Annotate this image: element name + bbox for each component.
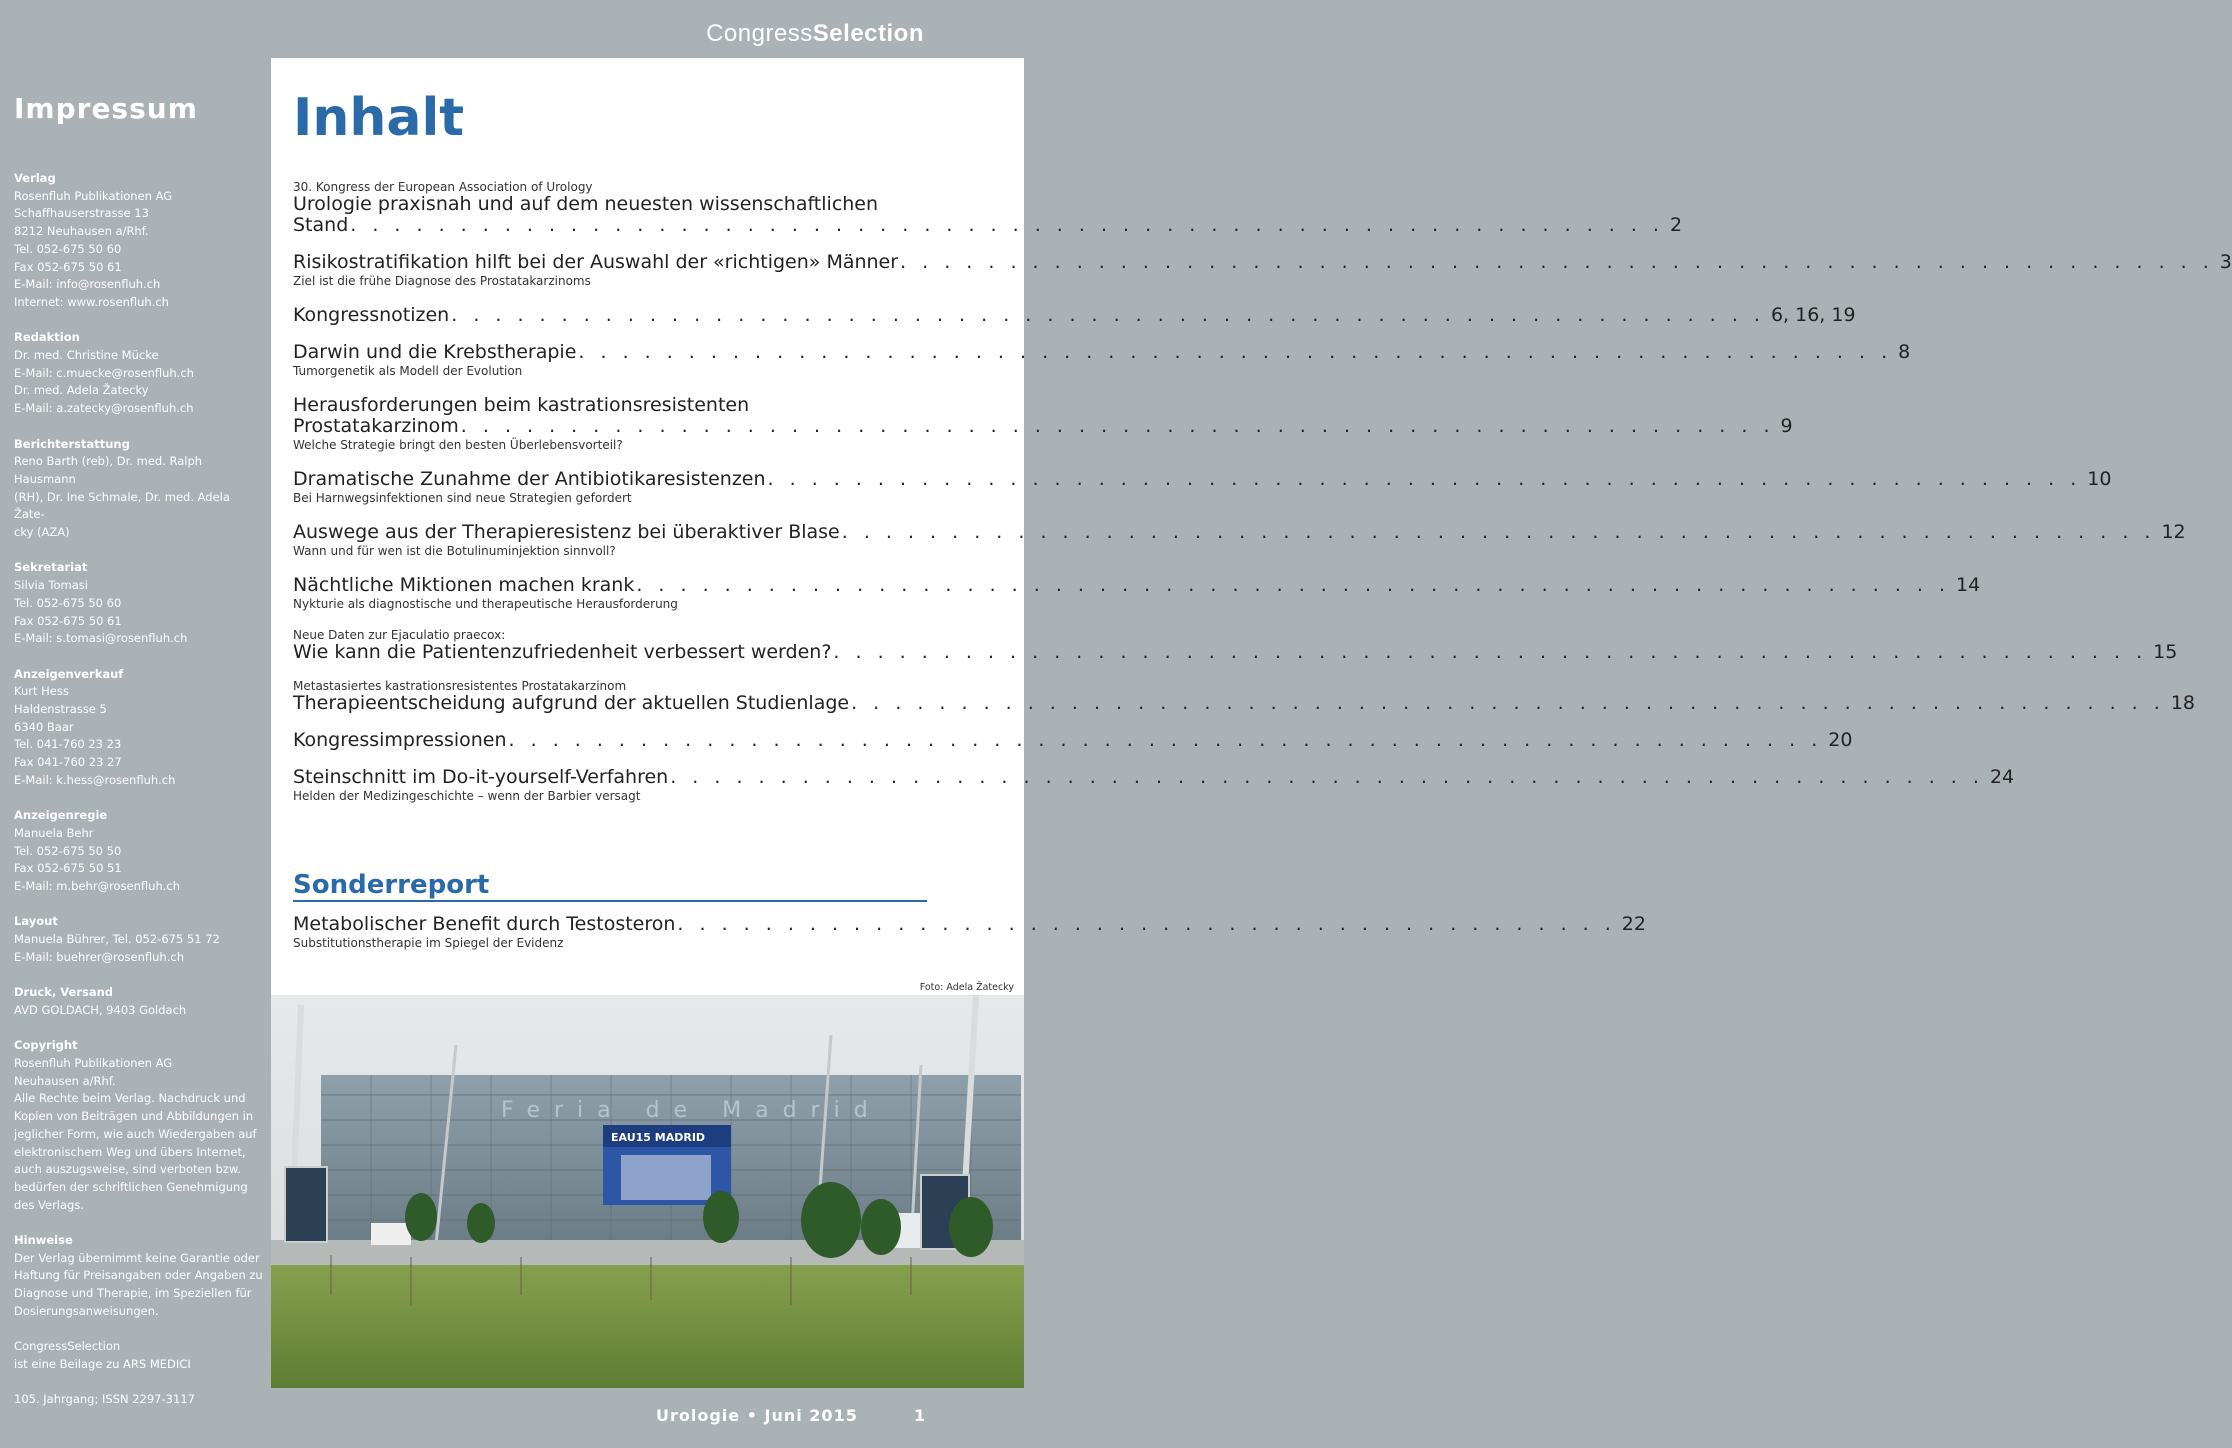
toc-entry-page: 15 <box>2153 641 2178 663</box>
impressum-section-heading: Copyright <box>14 1038 78 1053</box>
toc-entry-subtitle: Wann und für wen ist die Botulinuminjektion sinnvoll? <box>293 544 616 558</box>
toc-entry-subtitle: Ziel ist die frühe Diagnose des Prostatakarzinoms <box>293 274 591 288</box>
impressum-section <box>14 436 264 542</box>
toc-entry-page: 9 <box>1780 415 1793 437</box>
impressum-section-text: 105. Jahrgang; ISSN 2297-3117 <box>14 1392 195 1407</box>
toc-entry-page: 24 <box>1989 766 2015 788</box>
toc-entry-page: 6, 16, 19 <box>1770 304 1856 326</box>
impressum-section-heading: Layout <box>14 914 58 929</box>
toc-entry[interactable] <box>293 341 1911 379</box>
congress-photo <box>271 995 1024 1388</box>
toc-entry-subtitle: Substitutionstherapie im Spiegel der Evidenz <box>293 936 564 950</box>
impressum-section-text: CongressSelection ist eine Beilage zu ARS MEDICI <box>14 1339 191 1371</box>
impressum-sidebar <box>0 58 270 1448</box>
toc-entry[interactable] <box>293 521 2186 559</box>
leader-dots: . . . . . . . . . . . . . . . . . . . . . . . . . . . . . . . . . . . . . . . . . . . . . . . . . . . . . . . . . . . . <box>508 729 1823 751</box>
toc-entry-title: Nächtliche Miktionen machen krank <box>293 574 635 596</box>
toc-entry-page: 8 <box>1898 341 1911 363</box>
toc-entry-page: 14 <box>1956 574 1981 596</box>
toc-entry[interactable] <box>293 766 2015 804</box>
top-bar <box>0 0 1024 58</box>
impressum-section-text: Manuela Behr Tel. 052-675 50 50 Fax 052-675 50 51 E-Mail: m.behr@rosenfluh.ch <box>14 825 181 894</box>
toc-entry-page: 18 <box>2170 692 2195 714</box>
toc-entry-subtitle: Nykturie als diagnostische und therapeutische Herausforderung <box>293 597 678 611</box>
leader-dots: . . . . . . . . . . . . . . . . . . . . . . . . . . . . . . . . . . . . . . . . . . . . . . . . . . . . . . . . . . . . <box>670 766 1984 788</box>
leader-dots: . . . . . . . . . . . . . . . . . . . . . . . . . . . . . . . . . . . . . . . . . . . <box>677 913 1616 935</box>
impressum-section-text: Rosenfluh Publikationen AG Schaffhauserstrasse 13 8212 Neuhausen a/Rhf. Tel. 052-675 50 60 Fax 052-675 50 61 E-Mail: info@rosenfluh.ch Internet: www.rosenfluh.ch <box>14 188 173 309</box>
impressum-section-text: Manuela Bührer, Tel. 052-675 51 72 E-Mail: buehrer@rosenfluh.ch <box>14 932 220 964</box>
toc-entry-title: Risikostratifikation hilft bei der Auswahl der «richtigen» Männer <box>293 251 899 273</box>
page-title: Inhalt <box>293 88 465 148</box>
toc-entry-subtitle: Bei Harnwegsinfektionen sind neue Strategien gefordert <box>293 491 632 505</box>
leader-dots: . . . . . . . . . . . . . . . . . . . . . . . . . . . . . . . . . . . . . . . . . . . . . . . . . . . . . . . . . . . . <box>578 341 1893 363</box>
toc-entry[interactable] <box>293 679 2195 714</box>
photo-credit: Foto: Adela Žatecky <box>919 982 1014 993</box>
sonderreport-heading: Sonderreport <box>293 870 490 900</box>
toc-entry-title: Stand <box>293 214 349 236</box>
toc-entry-title: Dramatische Zunahme der Antibiotikaresistenzen <box>293 468 766 490</box>
toc-entry-kicker: Metastasiertes kastrationsresistentes Prostatakarzinom <box>293 679 627 693</box>
leader-dots: . . . . . . . . . . . . . . . . . . . . . . . . . . . . . . . . . . . . . . . . . . . . . . . . . . . . . . . . . . . . <box>451 304 1765 326</box>
toc-entry[interactable] <box>293 628 2178 663</box>
leader-dots: . . . . . . . . . . . . . . . . . . . . . . . . . . . . . . . . . . . . . . . . . . . . . . . . . . . . . . . . . . . . <box>851 692 2165 714</box>
table-of-contents <box>293 180 2232 804</box>
footer-issue: Urologie • Juni 2015 <box>656 1406 858 1425</box>
toc-entry-page: 12 <box>2161 521 2186 543</box>
toc-entry[interactable] <box>293 251 2232 289</box>
toc-entry[interactable] <box>293 394 1793 453</box>
toc-entry-subtitle: Welche Strategie bringt den besten Überlebensvorteil? <box>293 438 623 452</box>
impressum-section-heading: Sekretariat <box>14 560 88 575</box>
toc-entry-title: Darwin und die Krebstherapie <box>293 341 577 363</box>
toc-entry-kicker: 30. Kongress der European Association of Urology <box>293 180 593 194</box>
banner-lettering: EAU15 MADRID <box>611 1131 706 1144</box>
impressum-section <box>14 984 264 1019</box>
leader-dots: . . . . . . . . . . . . . . . . . . . . . . . . . . . . . . . . . . . . . . . . . . . . . . . . . . . . . . . . . . . . <box>833 641 2148 663</box>
leader-dots: . . . . . . . . . . . . . . . . . . . . . . . . . . . . . . . . . . . . . . . . . . . . . . . . . . . . . . . . . . . . <box>350 214 1664 236</box>
impressum-section <box>14 1037 264 1214</box>
toc-entry-subtitle: Helden der Medizingeschichte – wenn der Barbier versagt <box>293 789 641 803</box>
facade-lettering: Feria de Madrid <box>501 1098 882 1123</box>
impressum-section-text: Dr. med. Christine Mücke E-Mail: c.muecke@rosenfluh.ch Dr. med. Adela Žatecky E-Mail: a.zatecky@rosenfluh.ch <box>14 348 194 416</box>
toc-entry-title-line: Herausforderungen beim kastrationsresistenten <box>293 394 750 416</box>
impressum-section-heading: Anzeigenverkauf <box>14 666 124 681</box>
toc-entry[interactable] <box>293 304 1856 326</box>
brand-logo: CongressSelection <box>706 20 924 47</box>
leader-dots: . . . . . . . . . . . . . . . . . . . . . . . . . . . . . . . . . . . . . . . . . . . . . . . . . . . . . . . . . . . . <box>767 468 2082 490</box>
impressum-section-heading: Druck, Versand <box>14 985 114 1000</box>
impressum-section-heading: Verlag <box>14 171 56 185</box>
toc-entry-page: 22 <box>1621 913 1646 935</box>
impressum-section-heading: Anzeigenregie <box>14 808 108 823</box>
toc-entry[interactable] <box>293 574 1981 612</box>
leader-dots: . . . . . . . . . . . . . . . . . . . . . . . . . . . . . . . . . . . . . . . . . . . . . . . . . . . . . . . . . . . . <box>636 574 1951 596</box>
toc-entry-page: 3 <box>2219 251 2232 273</box>
impressum-section-heading: Berichterstattung <box>14 436 130 451</box>
impressum-section <box>14 170 264 312</box>
leader-dots: . . . . . . . . . . . . . . . . . . . . . . . . . . . . . . . . . . . . . . . . . . . . . . . . . . . . . . . . . . . . <box>841 521 2156 543</box>
toc-entry-page: 2 <box>1669 214 1683 236</box>
toc-entry[interactable] <box>293 729 1853 751</box>
toc-entry[interactable] <box>293 468 2112 506</box>
leader-dots: . . . . . . . . . . . . . . . . . . . . . . . . . . . . . . . . . . . . . . . . . . . . . . . . . . . . . . . . . . . . <box>460 415 1775 437</box>
impressum-section <box>14 1391 264 1409</box>
toc-entry-subtitle: Tumorgenetik als Modell der Evolution <box>293 364 523 378</box>
impressum-section <box>14 1232 264 1321</box>
toc-entry[interactable] <box>293 180 1683 236</box>
leader-dots: . . . . . . . . . . . . . . . . . . . . . . . . . . . . . . . . . . . . . . . . . . . . . . . . . . . . . . . . . . . . <box>900 251 2214 273</box>
toc-entry-title: Auswege aus der Therapieresistenz bei überaktiver Blase <box>293 521 840 543</box>
impressum-section <box>14 807 264 896</box>
impressum-section <box>14 1338 264 1373</box>
impressum-sections <box>14 170 264 1427</box>
impressum-section <box>14 329 264 418</box>
toc-entry-title: Kongressnotizen <box>293 304 450 326</box>
impressum-section <box>14 913 264 966</box>
sonderreport-heading-block <box>293 870 927 902</box>
impressum-section-text: AVD GOLDACH, 9403 Goldach <box>14 1002 187 1017</box>
impressum-section-heading: Redaktion <box>14 330 80 345</box>
impressum-section-text: Reno Barth (reb), Dr. med. Ralph Hausmann (RH), Dr. Ine Schmale, Dr. med. Adela Žate- cky (AZA) <box>14 454 230 540</box>
impressum-section <box>14 666 264 790</box>
toc-entry-title: Kongressimpressionen <box>293 729 507 751</box>
toc-entry-title: Therapieentscheidung aufgrund der aktuellen Studienlage <box>293 692 850 714</box>
impressum-section-text: Rosenfluh Publikationen AG Neuhausen a/Rhf. Alle Rechte beim Verlag. Nachdruck und Kopien von Beiträgen und Abbildungen in jeglicher Form, wie auch Wiedergaben auf elektronischem Weg und übers Internet, auch auszugsweise, sind verboten bzw. bedürfen der schriftlichen Genehmigung des Verlags. <box>14 1056 257 1212</box>
impressum-section-text: Silvia Tomasi Tel. 052-675 50 60 Fax 052-675 50 61 E-Mail: s.tomasi@rosenfluh.ch <box>14 578 188 646</box>
toc-entry-page: 20 <box>1828 729 1853 751</box>
content-panel <box>271 58 2232 1388</box>
toc-entry-kicker: Neue Daten zur Ejaculatio praecox: <box>293 628 506 642</box>
toc-entry-title: Prostatakarzinom <box>293 415 459 437</box>
footer-page-number: 1 <box>914 1406 926 1425</box>
impressum-section <box>14 559 264 648</box>
sonderreport-entry[interactable] <box>293 913 1646 951</box>
toc-entry-title: Metabolischer Benefit durch Testosteron <box>293 913 676 935</box>
impressum-section-heading: Hinweise <box>14 1233 73 1248</box>
toc-entry-page: 10 <box>2087 468 2112 490</box>
impressum-section-text: Der Verlag übernimmt keine Garantie oder Haftung für Preisangaben oder Angaben zu Diagnose und Therapie, im Speziellen für Dosierungsanweisungen. <box>14 1250 263 1318</box>
impressum-title: Impressum <box>14 92 198 125</box>
toc-entry-title: Wie kann die Patientenzufriedenheit verbessert werden? <box>293 641 832 663</box>
impressum-section-text: Kurt Hess Haldenstrasse 5 6340 Baar Tel. 041-760 23 23 Fax 041-760 23 27 E-Mail: k.hess@rosenfluh.ch <box>14 684 176 787</box>
toc-entry-title-line: Urologie praxisnah und auf dem neuesten wissenschaftlichen <box>293 193 879 215</box>
toc-entry-title: Steinschnitt im Do-it-yourself-Verfahren <box>293 766 669 788</box>
